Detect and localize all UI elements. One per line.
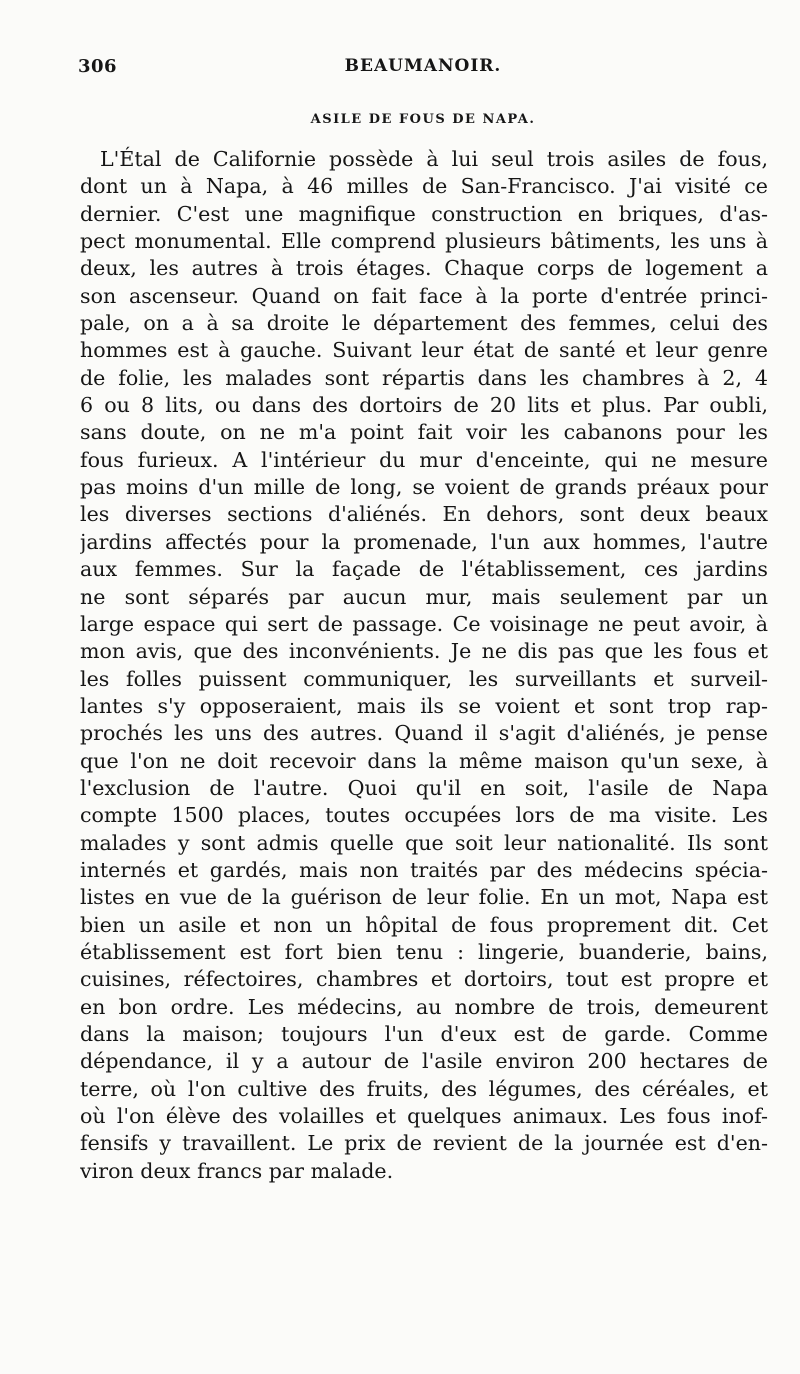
text-line: L'Étal de Californie possède à lui seul trois asiles de fous, — [100, 147, 768, 171]
text-line: son ascenseur. Quand on fait face à la porte d'entrée princi- — [80, 283, 768, 308]
running-title: BEAUMANOIR. — [344, 56, 502, 76]
text-line: pale, on a à sa droite le département des femmes, celui des — [80, 311, 768, 336]
text-line: de folie, les malades sont répartis dans les chambres à 2, 4 — [80, 365, 768, 390]
text-line: deux, les autres à trois étages. Chaque corps de logement a — [80, 256, 768, 281]
text-line: jardins affectés pour la promenade, l'un aux hommes, l'autre — [80, 529, 768, 554]
text-line: les folles puissent communiquer, les surveillants et surveil- — [80, 666, 768, 691]
text-line: l'exclusion de l'autre. Quoi qu'il en soit, l'asile de Napa — [80, 775, 768, 800]
text-line: pect monumental. Elle comprend plusieurs bâtiments, les uns à — [80, 229, 768, 254]
text-line: mon avis, que des inconvénients. Je ne dis pas que les fous et — [80, 639, 768, 664]
text-line: viron deux francs par malade. — [80, 1158, 394, 1183]
text-line: compte 1500 places, toutes occupées lors de ma visite. Les — [80, 803, 768, 828]
text-line: dernier. C'est une magnifique construction en briques, d'as- — [80, 201, 768, 226]
text-line: que l'on ne doit recevoir dans la même maison qu'un sexe, à — [80, 748, 768, 773]
text-line: dans la maison; toujours l'un d'eux est de garde. Comme — [80, 1022, 768, 1046]
text-line: malades y sont admis quelle que soit leur nationalité. Ils sont — [80, 830, 768, 855]
text-line: terre, où l'on cultive des fruits, des légumes, des céréales, et — [80, 1076, 768, 1101]
text-line: 6 ou 8 lits, ou dans des dortoirs de 20 lits et plus. Par oubli, — [80, 393, 768, 418]
running-head — [78, 56, 768, 82]
text-line: large espace qui sert de passage. Ce voisinage ne peut avoir, à — [80, 611, 768, 636]
text-line: établissement est fort bien tenu : lingerie, buanderie, bains, — [80, 939, 768, 964]
page-number: 306 — [78, 56, 118, 77]
text-line: ne sont séparés par aucun mur, mais seulement par un — [80, 584, 768, 609]
text-line: fensifs y travaillent. Le prix de revient de la journée est d'en- — [80, 1131, 768, 1156]
body-paragraph — [80, 146, 768, 1185]
text-line: hommes est à gauche. Suivant leur état de santé et leur genre — [80, 338, 768, 363]
text-line: où l'on élève des volailles et quelques animaux. Les fous inof- — [80, 1104, 768, 1129]
text-line: listes en vue de la guérison de leur folie. En un mot, Napa est — [80, 885, 768, 910]
text-line: sans doute, on ne m'a point fait voir les cabanons pour les — [80, 420, 768, 445]
text-line: prochés les uns des autres. Quand il s'agit d'aliénés, je pense — [80, 721, 768, 746]
text-line: en bon ordre. Les médecins, au nombre de trois, demeurent — [80, 994, 768, 1019]
text-line: dépendance, il y a autour de l'asile environ 200 hectares de — [80, 1049, 768, 1074]
text-line: lantes s'y opposeraient, mais ils se voient et sont trop rap- — [80, 693, 768, 718]
text-line: fous furieux. A l'intérieur du mur d'enceinte, qui ne mesure — [80, 447, 768, 472]
text-line: cuisines, réfectoires, chambres et dortoirs, tout est propre et — [80, 967, 768, 992]
text-line: bien un asile et non un hôpital de fous proprement dit. Cet — [80, 912, 768, 937]
text-line: dont un à Napa, à 46 milles de San-Francisco. J'ai visité ce — [80, 174, 768, 199]
text-line: les diverses sections d'aliénés. En dehors, sont deux beaux — [80, 502, 768, 527]
text-line: pas moins d'un mille de long, se voient de grands préaux pour — [80, 475, 768, 500]
text-line: internés et gardés, mais non traités par des médecins spécia- — [80, 857, 768, 882]
text-line: aux femmes. Sur la façade de l'établissement, ces jardins — [80, 557, 768, 582]
section-heading: ASILE DE FOUS DE NAPA. — [310, 112, 536, 127]
